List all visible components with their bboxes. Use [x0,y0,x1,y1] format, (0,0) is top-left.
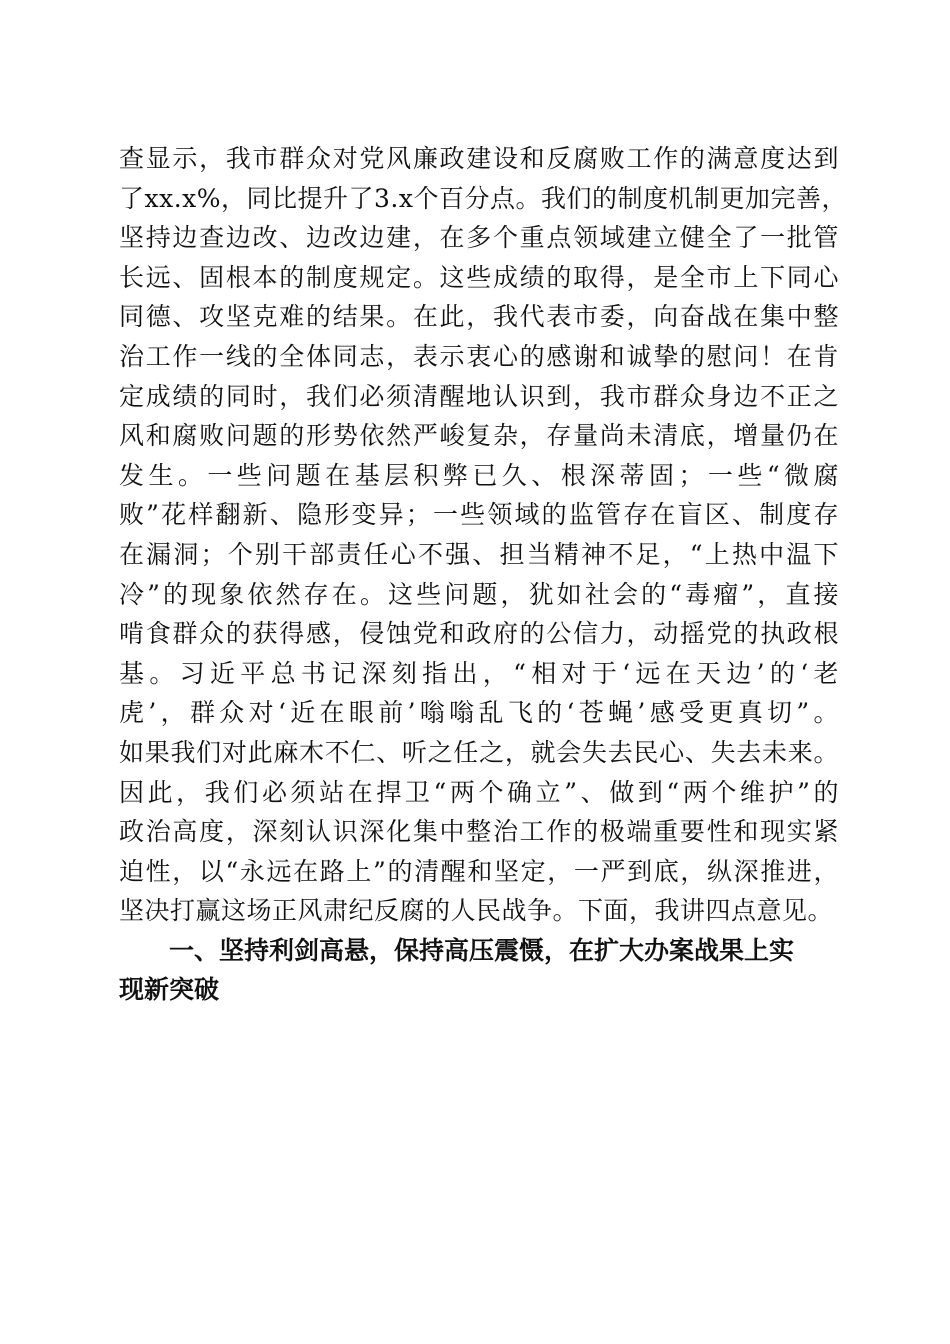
paragraph-line: 治工作一线的全体同志，表示衷心的感谢和诚挚的慰问！在肯 [119,341,839,371]
paragraph-line: 基。习近平总书记深刻指出，“相对于‘远在天边’的‘老 [119,658,839,688]
paragraph-line: 啃食群众的获得感，侵蚀党和政府的公信力，动摇党的执政根 [119,619,839,649]
paragraph-line: 风和腐败问题的形势依然严峻复杂，存量尚未清底，增量仍在 [119,421,839,451]
paragraph-line: 查显示，我市群众对党风廉政建设和反腐败工作的满意度达到 [119,144,839,173]
paragraph-line: 败”花样翻新、隐形变异；一些领域的监管存在盲区、制度存 [119,500,839,530]
paragraph-line: 如果我们对此麻木不仁、听之任之，就会失去民心、失去未来。 [119,737,839,767]
paragraph-line: 坚持边查边改、边改边建，在多个重点领域建立健全了一批管 [119,223,839,253]
paragraph-line: 发生。一些问题在基层积弊已久、根深蒂固；一些“微腐 [119,460,839,490]
paragraph-line: 同德、攻坚克难的结果。在此，我代表市委，向奋战在集中整 [119,302,839,332]
paragraph-line: 迫性，以“永远在路上”的清醒和坚定，一严到底，纵深推进， [119,856,839,886]
paragraph-line: 政治高度，深刻认识深化集中整治工作的极端重要性和现实紧 [119,817,839,847]
paragraph-line: 定成绩的同时，我们必须清醒地认识到，我市群众身边不正之 [119,381,839,411]
section-heading-continued: 现新突破 [119,975,220,1005]
paragraph-line: 冷”的现象依然存在。这些问题，犹如社会的“毒瘤”，直接 [119,579,839,609]
body-text [119,139,847,1010]
paragraph-line: 了xx.x%，同比提升了3.x个百分点。我们的制度机制更加完善， [119,183,847,213]
paragraph-line: 在漏洞；个别干部责任心不强、担当精神不足，“上热中温下 [119,539,839,569]
paragraph-line: 虎’，群众对‘近在眼前’嗡嗡乱飞的‘苍蝇’感受更真切”。 [119,698,839,728]
paragraph-line: 坚决打赢这场正风肃纪反腐的人民战争。下面，我讲四点意见。 [119,896,834,926]
paragraph-line: 因此，我们必须站在捍卫“两个确立”、做到“两个维护”的 [119,777,839,807]
paragraph-line: 长远、固根本的制度规定。这些成绩的取得，是全市上下同心 [119,262,839,292]
section-heading: 一、坚持利剑高悬，保持高压震慑，在扩大办案战果上实 [169,935,795,965]
